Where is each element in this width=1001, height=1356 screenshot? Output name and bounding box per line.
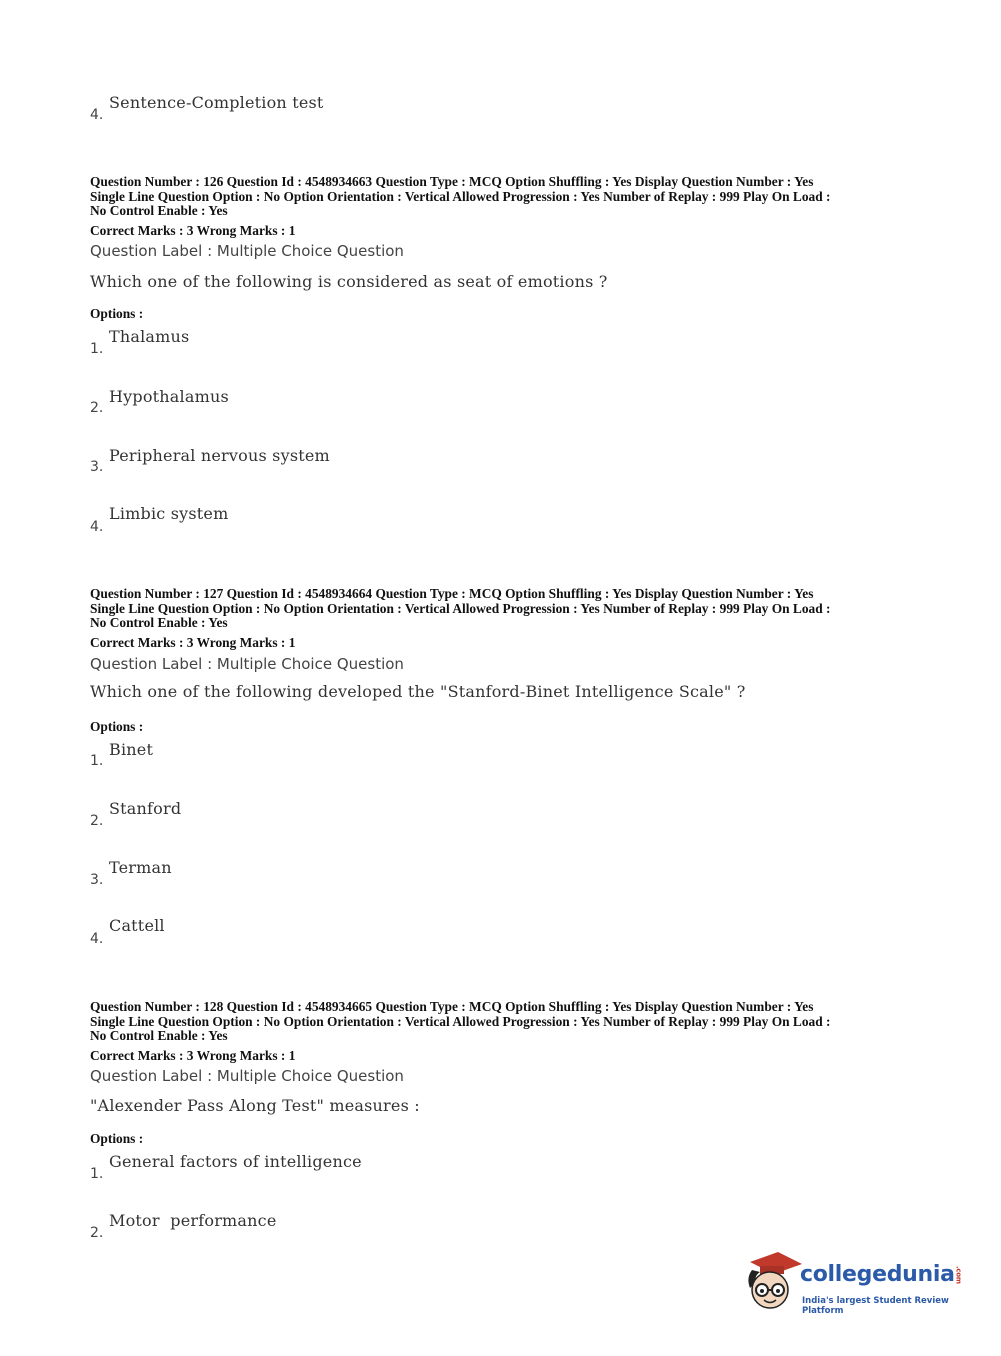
option-number: 1. bbox=[90, 341, 104, 357]
meta-line: Single Line Question Option : No Option Orientation : Vertical Allowed Progression : Yes Number of Replay : 999 Play On Load : bbox=[90, 1013, 831, 1029]
marks-line: Correct Marks : 3 Wrong Marks : 1 bbox=[90, 223, 296, 238]
logo-wordmark-text: collegedunia bbox=[800, 1262, 955, 1287]
option-number: 3. bbox=[90, 872, 104, 888]
marks-line: Correct Marks : 3 Wrong Marks : 1 bbox=[90, 635, 296, 650]
question-meta bbox=[90, 1000, 920, 1044]
marks-line: Correct Marks : 3 Wrong Marks : 1 bbox=[90, 1048, 296, 1063]
option-text: Stanford bbox=[109, 799, 182, 818]
meta-line: No Control Enable : Yes bbox=[90, 615, 228, 631]
meta-line: Question Number : 126 Question Id : 4548934663 Question Type : MCQ Option Shuffling : Yes Display Question Number : Yes bbox=[90, 174, 814, 189]
option-text: Sentence-Completion test bbox=[109, 93, 324, 112]
option-number: 2. bbox=[90, 1225, 104, 1241]
option-text: Cattell bbox=[109, 916, 165, 935]
question-meta bbox=[90, 175, 920, 219]
option-number: 1. bbox=[90, 1166, 104, 1182]
option-text: Terman bbox=[109, 858, 172, 877]
logo-suffix: .com bbox=[954, 1266, 963, 1284]
option-number: 1. bbox=[90, 753, 104, 769]
meta-line: No Control Enable : Yes bbox=[90, 203, 228, 219]
logo-wordmark bbox=[800, 1262, 963, 1287]
question-text: Which one of the following developed the "Stanford-Binet Intelligence Scale" ? bbox=[90, 682, 746, 701]
meta-line: No Control Enable : Yes bbox=[90, 1028, 228, 1044]
options-label: Options : bbox=[90, 1131, 144, 1146]
meta-line: Question Number : 127 Question Id : 4548934664 Question Type : MCQ Option Shuffling : Yes Display Question Number : Yes bbox=[90, 586, 814, 601]
option-number: 2. bbox=[90, 813, 104, 829]
option-number: 4. bbox=[90, 519, 104, 535]
option-text: Peripheral nervous system bbox=[109, 446, 330, 465]
question-meta bbox=[90, 587, 920, 631]
options-label: Options : bbox=[90, 719, 144, 734]
collegedunia-logo[interactable] bbox=[742, 1248, 972, 1323]
question-text: Which one of the following is considered as seat of emotions ? bbox=[90, 272, 608, 291]
option-number: 2. bbox=[90, 400, 104, 416]
meta-line: Single Line Question Option : No Option Orientation : Vertical Allowed Progression : Yes Number of Replay : 999 Play On Load : bbox=[90, 188, 831, 204]
meta-line: Single Line Question Option : No Option Orientation : Vertical Allowed Progression : Yes Number of Replay : 999 Play On Load : bbox=[90, 600, 831, 616]
option-text: Limbic system bbox=[109, 504, 229, 523]
question-text: "Alexender Pass Along Test" measures : bbox=[90, 1096, 420, 1115]
question-label: Question Label : Multiple Choice Question bbox=[90, 242, 404, 260]
question-label: Question Label : Multiple Choice Question bbox=[90, 1067, 404, 1085]
option-text: Motor performance bbox=[109, 1211, 277, 1230]
option-number: 4. bbox=[90, 931, 104, 947]
option-text: Binet bbox=[109, 740, 154, 759]
logo-tagline: India's largest Student Review Platform bbox=[802, 1296, 949, 1316]
meta-line: Question Number : 128 Question Id : 4548934665 Question Type : MCQ Option Shuffling : Yes Display Question Number : Yes bbox=[90, 999, 814, 1014]
question-label: Question Label : Multiple Choice Question bbox=[90, 655, 404, 673]
option-number: 4. bbox=[90, 107, 104, 123]
mascot-icon bbox=[742, 1248, 802, 1312]
options-label: Options : bbox=[90, 306, 144, 321]
option-text: Hypothalamus bbox=[109, 387, 229, 406]
option-text: Thalamus bbox=[109, 327, 190, 346]
option-text: General factors of intelligence bbox=[109, 1152, 362, 1171]
option-number: 3. bbox=[90, 459, 104, 475]
